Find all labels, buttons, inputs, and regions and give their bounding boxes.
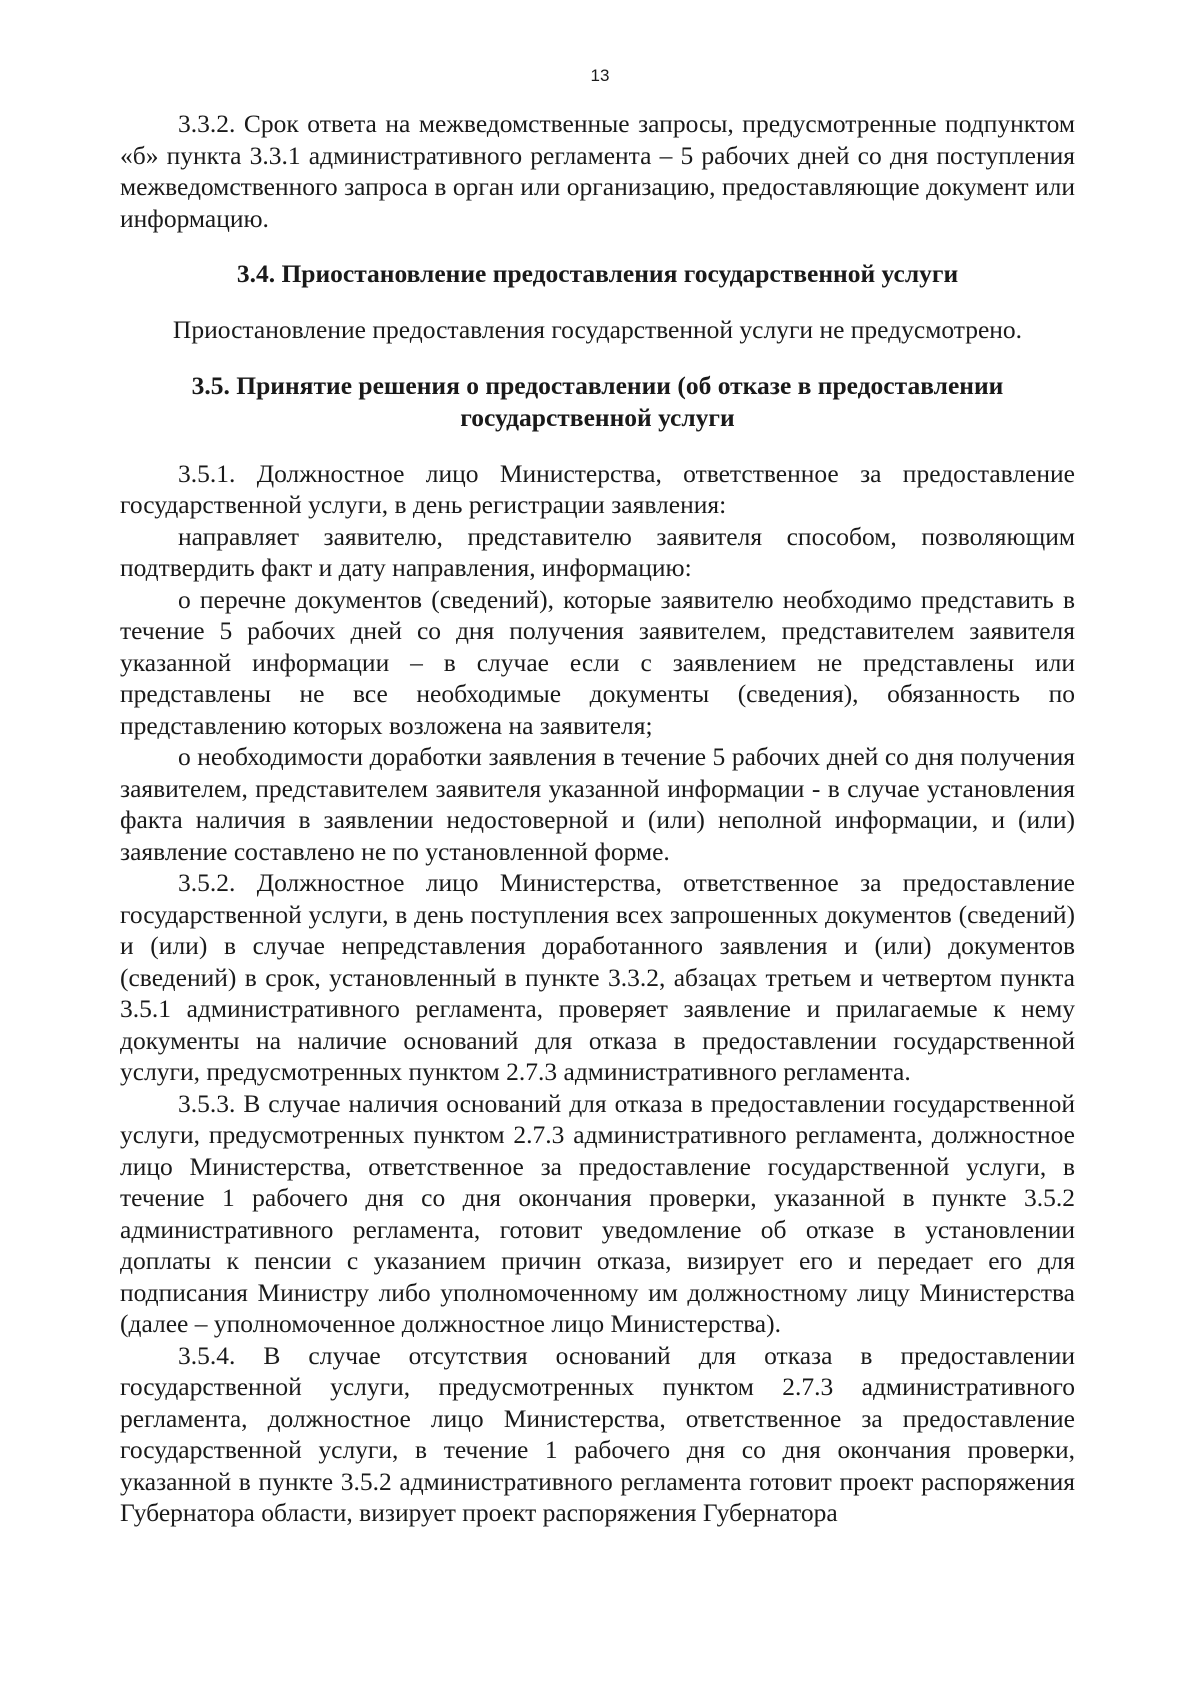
paragraph-3-5-2: 3.5.2. Должностное лицо Министерства, ответственное за предоставление государственной услуги, в день поступления всех запрошенных документов (сведений) и (или) в случае непредставления доработанного заявления и (или) документов (сведений) в срок, установленный в пункте 3.3.2, абзацах третьем и четвертом пункта 3.5.1 административного регламента, проверяет заявление и прилагаемые к нему документы на наличие оснований для отказа в предоставлении государственной услуги, предусмотренных пунктом 2.7.3 административного регламента. [120, 868, 1075, 1086]
paragraph-3-5-1-direction: направляет заявителю, представителю заявителя способом, позволяющим подтвердить факт и дату направления, информацию: [120, 521, 1075, 582]
paragraph-suspension-note: Приостановление предоставления государственной услуги не предусмотрено. [172, 315, 1023, 344]
paragraph-3-5-4: 3.5.4. В случае отсутствия оснований для отказа в предоставлении государственной услуги, предусмотренных пунктом 2.7.3 административного регламента, должностное лицо Министерства, ответственное за предоставление государственной услуги, в течение 1 рабочего дня со дня окончания проверки, указанной в пункте 3.5.2 административного регламента готовит проект распоряжения Губернатора области, визирует проект распоряжения Губернатора [120, 1340, 1075, 1527]
paragraph-3-5-3: 3.5.3. В случае наличия оснований для отказа в предоставлении государственной услуги, предусмотренных пунктом 2.7.3 административного регламента, должностное лицо Министерства, ответственное за предоставление государственной услуги, в течение 1 рабочего дня со дня окончания проверки, указанной в пункте 3.5.2 административного регламента, готовит уведомление об отказе в установлении доплаты к пенсии с указанием причин отказа, визирует его и передает его для подписания Министру либо уполномоченному им должностному лицу Министерства (далее – уполномоченное должностное лицо Министерства). [120, 1088, 1075, 1338]
paragraph-3-5-1-documents-list: о перечне документов (сведений), которые заявителю необходимо представить в течение 5 рабочих дней со дня получения заявителем, представителем заявителя указанной информации – в случае если с заявлением не представлены или представлены не все необходимые документы (сведения), обязанность по представлению которых возложена на заявителя; [120, 584, 1075, 740]
paragraph-3-3-2: 3.3.2. Срок ответа на межведомственные запросы, предусмотренные подпунктом «б» пункта 3.3.1 административного регламента – 5 рабочих дней со дня поступления межведомственного запроса в орган или организацию, предоставляющие документ или информацию. [120, 109, 1075, 233]
paragraph-3-5-1-revision: о необходимости доработки заявления в течение 5 рабочих дней со дня получения заявителем, представителем заявителя указанной информации - в случае установления факта наличия в заявлении недостоверной и (или) неполной информации, и (или) заявление составлено не по установленной форме. [120, 742, 1075, 866]
page-number: 13 [590, 66, 610, 85]
document-body [120, 108, 1075, 1529]
paragraph-3-5-1: 3.5.1. Должностное лицо Министерства, ответственное за предоставление государственной услуги, в день регистрации заявления: [120, 458, 1075, 519]
section-heading-3-4: 3.4. Приостановление предоставления государственной услуги [236, 259, 959, 288]
section-heading-3-5: 3.5. Принятие решения о предоставлении (об отказе в предоставлении государственной услуги [191, 370, 1004, 432]
